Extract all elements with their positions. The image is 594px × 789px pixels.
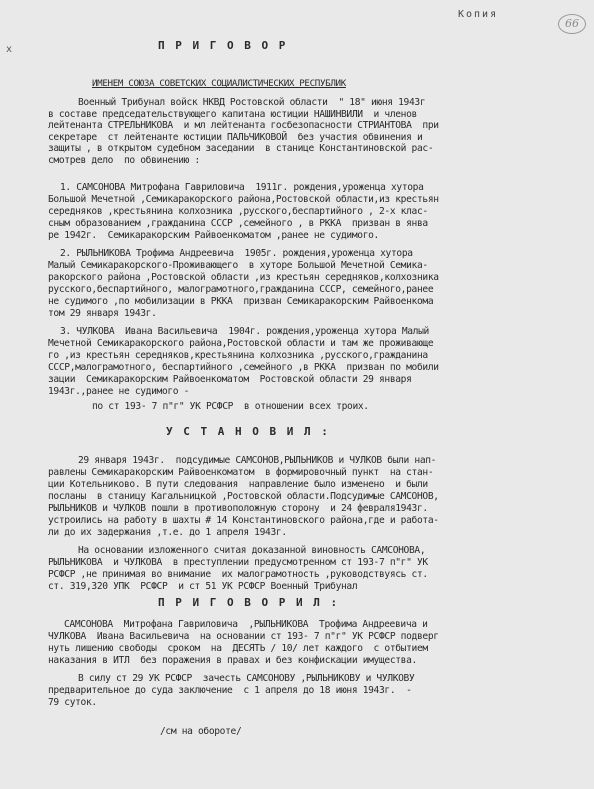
credit-line: В силу ст 29 УК РСФСР зачесть САМСОНОВУ ,РЫЛЬНИКОВУ и ЧУЛКОВУ — [78, 673, 415, 684]
intro-line: Военный Трибунал войск НКВД Ростовской области " 18" июня 1943г — [78, 97, 426, 108]
intro-line: в составе председательствующего капитана юстиции НАШИНВИЛИ и членов — [48, 109, 417, 120]
sentenced-title: П Р И Г О В О Р И Л : — [158, 596, 340, 609]
sentence-line: нуть лишению свободы сроком на ДЕСЯТЬ / 10/ лет каждого с отбытием — [48, 643, 428, 654]
established-line: посланы в станицу Кагальницкой ,Ростовской области.Подсудимые САМСОНОВ, — [48, 491, 439, 502]
accused-1-line: сным образованием ,гражданина СССР ,семейного , в РККА призван в янва — [48, 218, 428, 229]
accused-1-line: середняков ,крестьянина колхозника ,русского,беспартийного , 2-х клас- — [48, 206, 428, 217]
established-line: равлены Семикаракорским Райвоенкоматом в формировочный пункт на стан- — [48, 467, 434, 478]
accused-2-line: ракорского района ,Ростовской области ,из крестьян середняков,колхозника — [48, 272, 439, 283]
margin-mark: x — [6, 44, 13, 55]
accused-1-line: 1. САМСОНОВА Митрофана Гавриловича 1911г. рождения,уроженца хутора — [60, 182, 424, 193]
credit-line: 79 суток. — [48, 697, 97, 708]
established-line: РЫЛЬНИКОВ и ЧУЛКОВ пошли в противоположную сторону и 24 февраля1943г. — [48, 503, 428, 514]
handwritten-page-number: 66 — [558, 14, 586, 34]
document-subtitle: ИМЕНЕМ СОЮЗА СОВЕТСКИХ СОЦИАЛИСТИЧЕСКИХ РЕСПУБЛИК — [92, 78, 346, 89]
copy-stamp: Копия — [458, 9, 499, 20]
accused-3-line: СССР,малограмотного, беспартийного ,семейного ,в РККА призван по мобили — [48, 362, 439, 373]
basis-line: На основании изложенного считая доказанной виновность САМСОНОВА, — [78, 545, 426, 556]
sentence-line: ЧУЛКОВА Ивана Васильевича на основании ст 193- 7 п"г" УК РСФСР подверг — [48, 631, 439, 642]
basis-line: РЫЛЬНИКОВА и ЧУЛКОВА в преступлении предусмотренном ст 193-7 п"г" УК — [48, 557, 428, 568]
accused-3-line: го ,из крестьян середняков,крестьянина колхозника ,русского,гражданина — [48, 350, 428, 361]
accused-2-line: Малый Семикаракорского-Проживающего в хуторе Большой Мечетной Семика- — [48, 260, 428, 271]
accused-1-line: Большой Мечетной ,Семикаракорского района,Ростовской области,из крестьян — [48, 194, 439, 205]
accused-1-line: ре 1942г. Семикаракорским Райвоенкоматом ,ранее не судимого. — [48, 230, 379, 241]
established-line: устроились на работу в шахты # 14 Константиновского района,где и работа- — [48, 515, 439, 526]
accused-3-line: 1943г.,ранее не судимого - — [48, 386, 190, 397]
accused-2-line: русского,беспартийного, малограмотного,гражданина СССР, семейного,ранее — [48, 284, 434, 295]
accused-2-line: том 29 января 1943г. — [48, 308, 157, 319]
accused-2-line: не судимого ,по мобилизации в РККА призван Семикаракорским Райвоенкома — [48, 296, 434, 307]
credit-line: предварительное до суда заключение с 1 апреля до 18 июня 1943г. - — [48, 685, 412, 696]
sentence-line: САМСОНОВА Митрофана Гавриловича ,РЫЛЬНИКОВА Трофима Андреевича и — [64, 619, 428, 630]
established-line: ли до их задержания ,т.е. до 1 апреля 1943г. — [48, 527, 287, 538]
intro-line: лейтенанта СТРЕЛЬНИКОВА и мл лейтенанта госбезопасности СТРИАНТОВА при — [48, 120, 439, 131]
intro-line: секретаре ст лейтенанте юстиции ПАЛЬЧИКОВОЙ без участия обвинения и — [48, 132, 423, 143]
established-title: У С Т А Н О В И Л : — [166, 425, 330, 438]
intro-line: защиты , в открытом судебном заседании в станице Константиновской рас- — [48, 143, 434, 154]
established-line: 29 января 1943г. подсудимые САМСОНОВ,РЫЛЬНИКОВ и ЧУЛКОВ были нап- — [78, 455, 437, 466]
basis-line: ст. 319,320 УПК РСФСР и ст 51 УК РСФСР Военный Трибунал — [48, 581, 358, 592]
accused-3-line: 3. ЧУЛКОВА Ивана Васильевича 1904г. рождения,уроженца хутора Малый — [60, 326, 429, 337]
intro-line: смотрев дело по обвинению : — [48, 155, 200, 166]
accused-2-line: 2. РЫЛЬНИКОВА Трофима Андреевича 1905г. рождения,уроженца хутора — [60, 248, 413, 259]
basis-line: РСФСР ,не принимая во внимание их малограмотность ,руководствуясь ст. — [48, 569, 428, 580]
sentence-line: наказания в ИТЛ без поражения в правах и без конфискации имущества. — [48, 655, 417, 666]
document-title: П Р И Г О В О Р — [158, 39, 288, 52]
charge-line: по ст 193- 7 п"г" УК РСФСР в отношении всех троих. — [92, 401, 369, 412]
footer-note: /см на обороте/ — [160, 726, 242, 737]
accused-3-line: Мечетной Семикаракорского района,Ростовской области и там же проживающе — [48, 338, 434, 349]
established-line: ции Котельниково. В пути следования направление было изменено и были — [48, 479, 428, 490]
accused-3-line: зации Семикаракорским Райвоенкоматом Ростовской области 29 января — [48, 374, 412, 385]
